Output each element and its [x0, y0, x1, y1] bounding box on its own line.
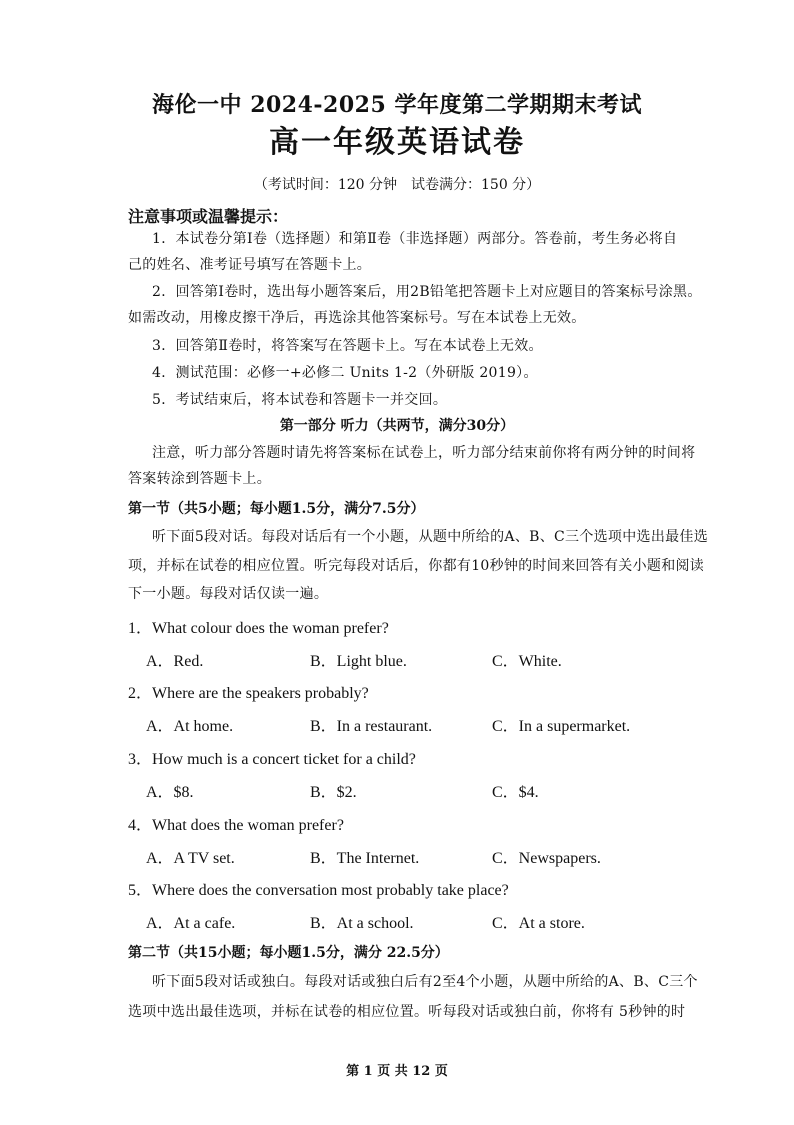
- part-1-heading: 第一部分 听力（共两节，满分30分）: [279, 418, 515, 434]
- question-4: 4．What does the woman prefer?: [128, 817, 344, 834]
- notice-item-4: 4．测试范围：必修一+必修二 Units 1-2（外研版 2019）。: [152, 365, 538, 381]
- notice-item-1-line-2: 己的姓名、准考证号填写在答题卡上。: [128, 257, 372, 273]
- part-1-note-line-2: 答案转涂到答题卡上。: [128, 471, 271, 487]
- section-2-heading: 第二节（共15小题；每小题1.5分，满分 22.5分）: [128, 945, 449, 961]
- section-2-instructions-line-2: 选项中选出最佳选项，并标在试卷的相应位置。听每段对话或独白前，你将有 5秒钟的时: [128, 1004, 686, 1020]
- part-1-note-line-1: 注意，听力部分答题时请先将答案标在试卷上，听力部分结束前你将有两分钟的时间将: [152, 445, 696, 461]
- notice-item-2-line-1: 2．回答第Ⅰ卷时，选出每小题答案后，用2B铅笔把答题卡上对应题目的答案标号涂黑。: [152, 284, 702, 300]
- exam-subtitle: 高一年级英语试卷: [269, 125, 525, 160]
- question-2-option-c: C．In a supermarket.: [492, 718, 631, 735]
- question-4-option-c: C．Newspapers.: [492, 850, 601, 867]
- notice-item-5: 5．考试结束后，将本试卷和答题卡一并交回。: [152, 392, 448, 408]
- question-5-option-a: A．At a cafe.: [146, 915, 236, 932]
- question-5-option-b: B．At a school.: [310, 915, 414, 932]
- notice-item-2-line-2: 如需改动，用橡皮擦干净后，再选涂其他答案标号。写在本试卷上无效。: [128, 310, 586, 326]
- question-3: 3．How much is a concert ticket for a child?: [128, 751, 416, 768]
- question-5-option-c: C．At a store.: [492, 915, 585, 932]
- exam-info: （考试时间：120 分钟 试卷满分：150 分）: [253, 177, 541, 193]
- notice-heading: 注意事项或温馨提示：: [128, 207, 289, 226]
- question-4-option-b: B．The Internet.: [310, 850, 420, 867]
- question-5: 5．Where does the conversation most probably take place?: [128, 882, 509, 899]
- section-1-instructions-line-2: 项，并标在试卷的相应位置。听完每段对话后，你都有10秒钟的时间来回答有关小题和阅读: [128, 558, 705, 574]
- question-3-option-a: A．$8.: [146, 784, 194, 801]
- question-3-option-c: C．$4.: [492, 784, 539, 801]
- question-1-option-c: C．White.: [492, 653, 562, 670]
- notice-item-3: 3．回答第Ⅱ卷时，将答案写在答题卡上。写在本试卷上无效。: [152, 338, 543, 354]
- question-4-option-a: A．A TV set.: [146, 850, 235, 867]
- question-2-option-b: B．In a restaurant.: [310, 718, 433, 735]
- notice-item-1-line-1: 1．本试卷分第Ⅰ卷（选择题）和第Ⅱ卷（非选择题）两部分。答卷前，考生务必将自: [152, 231, 678, 247]
- section-1-instructions-line-1: 听下面5段对话。每段对话后有一个小题，从题中所给的A、B、C三个选项中选出最佳选: [152, 529, 709, 545]
- question-2: 2．Where are the speakers probably?: [128, 685, 369, 702]
- question-1-option-a: A．Red.: [146, 653, 204, 670]
- question-3-option-b: B．$2.: [310, 784, 357, 801]
- exam-title: 海伦一中 2024-2025 学年度第二学期期末考试: [152, 92, 642, 118]
- question-1-option-b: B．Light blue.: [310, 653, 407, 670]
- question-1: 1．What colour does the woman prefer?: [128, 620, 389, 637]
- section-1-instructions-line-3: 下一小题。每段对话仅读一遍。: [128, 586, 329, 602]
- section-2-instructions-line-1: 听下面5段对话或独白。每段对话或独白后有2至4个小题，从题中所给的A、B、C三个: [152, 974, 698, 990]
- question-2-option-a: A．At home.: [146, 718, 234, 735]
- section-1-heading: 第一节（共5小题；每小题1.5分，满分7.5分）: [128, 501, 425, 517]
- page-number: 第 1 页 共 12 页: [346, 1064, 448, 1079]
